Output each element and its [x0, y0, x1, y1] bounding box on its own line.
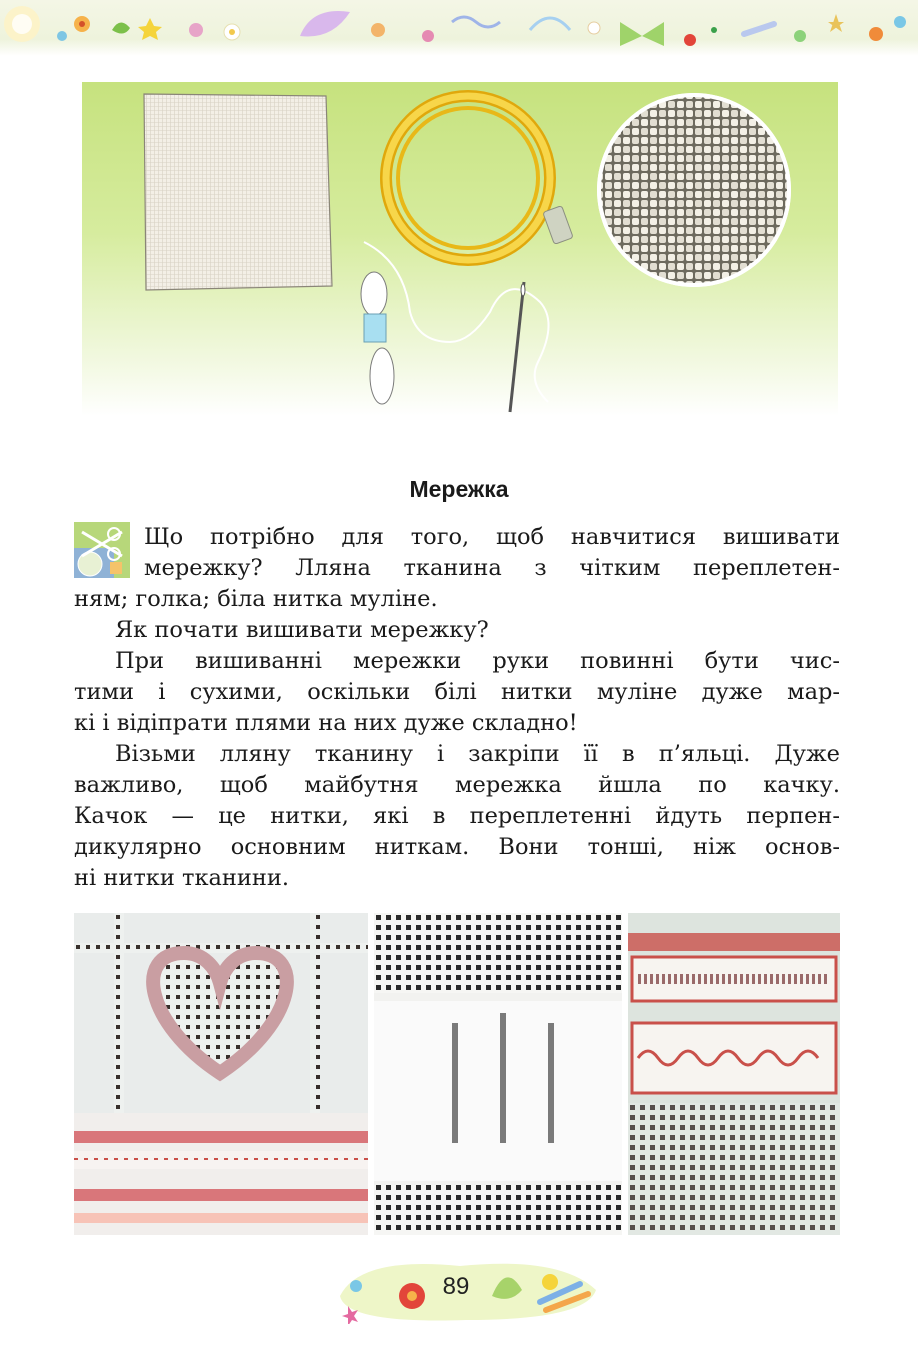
- paragraph-line: Візьми лляну тканину і закріпи її в п’яльці. Дуже: [115, 741, 840, 767]
- floss-skein-image: [361, 272, 394, 404]
- embroidery-hoop-image: [386, 96, 573, 260]
- paragraph-line: кі і відіпрати плями на них дуже складно!: [74, 710, 578, 736]
- body-text: [74, 522, 840, 894]
- top-decorative-border: [0, 0, 918, 56]
- embroidery-photos: [74, 913, 840, 1235]
- paragraph-line: важливо, щоб майбутня мережка йшла по качку.: [74, 772, 840, 798]
- embroidery-materials-illustration: [82, 82, 838, 416]
- paragraph-line: тими і сухими, оскільки білі нитки муліне дуже мар-: [74, 679, 840, 705]
- page-number: 89: [442, 1273, 470, 1300]
- linen-fabric-image: [144, 94, 332, 290]
- white-drawn-thread-photo: [374, 913, 622, 1235]
- paragraph-line: Качок — це нитки, які в переплетенні йдуть перпен-: [74, 803, 840, 829]
- needle-image: [510, 282, 525, 412]
- paragraph-line: Що потрібно для того, щоб навчитися вишивати: [144, 524, 840, 550]
- paragraph-line: ні нитки тканини.: [74, 865, 290, 891]
- weave-closeup-image: [594, 90, 794, 290]
- red-border-embroidery-photo: [628, 913, 840, 1235]
- paragraph-line: ням; голка; біла нитка муліне.: [74, 586, 438, 612]
- paragraph-line: При вишиванні мережки руки повинні бути чис-: [115, 648, 840, 674]
- paragraph-line: Як почати вишивати мережку?: [115, 617, 489, 643]
- section-title: Мережка: [409, 476, 509, 502]
- paragraph-line: мережку? Лляна тканина з чітким переплетен-: [144, 555, 840, 581]
- heart-embroidery-photo: [74, 913, 368, 1235]
- paragraph-line: дикулярно основним ниткам. Вони тонші, ніж основ-: [74, 834, 840, 860]
